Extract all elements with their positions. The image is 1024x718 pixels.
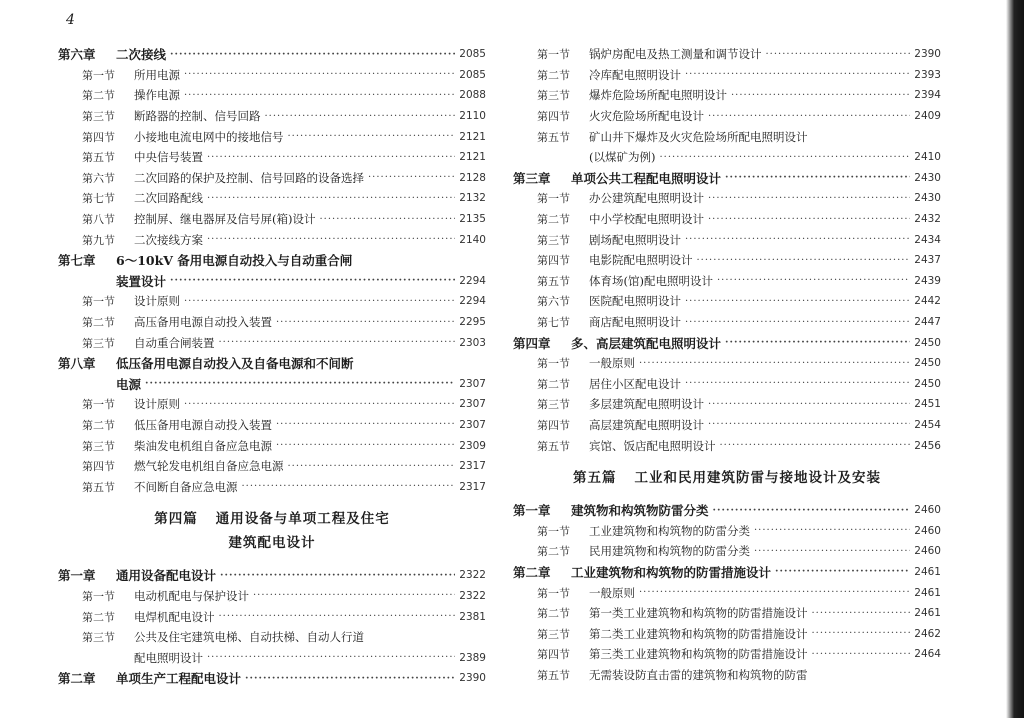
entry-label: 第六节 xyxy=(82,171,115,185)
entry-label: 第三节 xyxy=(82,110,115,124)
entry-page-number: 2140 xyxy=(459,233,486,246)
entry-page-number: 2307 xyxy=(459,418,486,431)
entry-label: 第四章 xyxy=(513,335,551,351)
dot-leader xyxy=(368,172,455,183)
toc-section-entry[interactable] xyxy=(58,147,486,168)
toc-section-entry[interactable] xyxy=(513,65,941,86)
entry-label: 第一节 xyxy=(82,295,115,309)
entry-page-number: 2434 xyxy=(914,233,941,246)
dot-leader xyxy=(708,419,910,430)
toc-chapter-entry[interactable] xyxy=(513,500,941,521)
dot-leader xyxy=(639,587,910,598)
entry-page-number: 2393 xyxy=(914,68,941,81)
entry-label: 第二节 xyxy=(537,545,570,559)
toc-chapter-entry[interactable] xyxy=(513,168,941,189)
dot-leader xyxy=(184,90,455,101)
entry-page-number: 2430 xyxy=(914,171,941,184)
toc-section-entry-cont[interactable] xyxy=(58,647,486,668)
entry-label: 第一节 xyxy=(537,192,570,206)
entry-page-number: 2450 xyxy=(914,377,941,390)
entry-title: 单项公共工程配电照明设计 xyxy=(571,170,722,186)
entry-label: 第一章 xyxy=(513,503,551,519)
entry-label: 第七节 xyxy=(82,192,115,206)
entry-page-number: 2085 xyxy=(459,68,486,81)
entry-page-number: 2132 xyxy=(459,192,486,205)
entry-page-number: 2450 xyxy=(914,357,941,370)
entry-page-number: 2454 xyxy=(914,418,941,431)
entry-title: 二次接线 xyxy=(116,47,167,63)
toc-section-entry[interactable] xyxy=(513,291,941,312)
entry-page-number: 2409 xyxy=(914,110,941,123)
entry-label: 第一节 xyxy=(537,48,570,62)
entry-label: 第一节 xyxy=(537,524,570,538)
entry-title: 电影院配电照明设计 xyxy=(589,253,693,268)
entry-page-number: 2294 xyxy=(459,274,486,287)
entry-title: 电动机配电与保护设计 xyxy=(134,588,249,603)
entry-title: 控制屏、继电器屏及信号屏(箱)设计 xyxy=(134,212,316,227)
toc-section-entry[interactable] xyxy=(513,271,941,292)
entry-title: 一般原则 xyxy=(589,356,635,371)
entry-title: 中小学校配电照明设计 xyxy=(589,212,704,227)
entry-page-number: 2442 xyxy=(914,295,941,308)
entry-title: 所用电源 xyxy=(134,67,180,82)
dot-leader xyxy=(812,628,911,639)
dot-leader xyxy=(685,234,910,245)
entry-label: 第二节 xyxy=(537,607,570,621)
entry-page-number: 2447 xyxy=(914,316,941,329)
entry-title: 自动重合闸装置 xyxy=(134,335,215,350)
entry-title: 通用设备配电设计 xyxy=(116,568,217,584)
toc-section-entry[interactable] xyxy=(58,476,486,497)
toc-section-entry[interactable] xyxy=(58,415,486,436)
entry-page-number: 2460 xyxy=(914,545,941,558)
entry-label: 第三节 xyxy=(82,439,115,453)
entry-label: 第四节 xyxy=(537,254,570,268)
entry-page-number: 2128 xyxy=(459,171,486,184)
entry-title: 设计原则 xyxy=(134,294,180,309)
entry-label: 第一节 xyxy=(537,357,570,371)
entry-page-number: 2381 xyxy=(459,610,486,623)
toc-chapter-entry[interactable] xyxy=(58,668,486,689)
dot-leader xyxy=(276,440,455,451)
entry-label: 第四节 xyxy=(537,418,570,432)
entry-title: 柴油发电机组自备应急电源 xyxy=(134,438,272,453)
entry-title: 燃气轮发电机组自备应急电源 xyxy=(134,459,284,474)
entry-label: 第四节 xyxy=(82,460,115,474)
toc-chapter-entry[interactable] xyxy=(513,332,941,353)
toc-section-entry[interactable] xyxy=(513,250,941,271)
dot-leader xyxy=(207,652,455,663)
entry-label: 第三节 xyxy=(82,631,115,645)
toc-section-entry[interactable] xyxy=(58,332,486,353)
toc-section-entry[interactable] xyxy=(513,644,941,665)
toc-section-entry[interactable] xyxy=(513,312,941,333)
toc-section-entry[interactable] xyxy=(58,312,486,333)
entry-page-number: 2303 xyxy=(459,336,486,349)
toc-section-entry[interactable] xyxy=(513,44,941,65)
entry-title: 低压备用电源自动投入装置 xyxy=(134,417,272,432)
part-label: 第四篇 xyxy=(154,511,198,528)
dot-leader xyxy=(708,214,910,225)
entry-title: 医院配电照明设计 xyxy=(589,294,681,309)
toc-chapter-entry[interactable] xyxy=(513,562,941,583)
entry-title: 建筑物和构筑物防雷分类 xyxy=(571,503,709,519)
dot-leader xyxy=(685,296,910,307)
dot-leader xyxy=(708,399,910,410)
dot-leader xyxy=(170,275,455,286)
entry-title: 设计原则 xyxy=(134,397,180,412)
entry-title: 高压备用电源自动投入装置 xyxy=(134,315,272,330)
toc-section-entry[interactable] xyxy=(513,623,941,644)
dot-leader xyxy=(812,608,911,619)
toc-part-heading[interactable] xyxy=(58,507,486,531)
toc-section-entry[interactable] xyxy=(513,353,941,374)
entry-label: 第九节 xyxy=(82,233,115,247)
entry-page-number: 2460 xyxy=(914,504,941,517)
entry-title: 多、高层建筑配电照明设计 xyxy=(571,335,722,351)
entry-title: 爆炸危险场所配电照明设计 xyxy=(589,88,727,103)
entry-title: 单项生产工程配电设计 xyxy=(116,671,242,687)
entry-label: 第一节 xyxy=(82,589,115,603)
entry-label: 第五节 xyxy=(82,151,115,165)
toc-section-entry[interactable] xyxy=(58,209,486,230)
toc-section-entry[interactable] xyxy=(58,168,486,189)
entry-title: 剧场配电照明设计 xyxy=(589,232,681,247)
toc-section-entry[interactable] xyxy=(58,394,486,415)
entry-page-number: 2110 xyxy=(459,110,486,123)
part-title: 通用设备与单项工程及住宅 xyxy=(215,511,390,528)
entry-page-number: 2432 xyxy=(914,213,941,226)
entry-label: 第一节 xyxy=(82,68,115,82)
entry-page-number: 2439 xyxy=(914,274,941,287)
dot-leader xyxy=(766,49,911,60)
entry-page-number: 2121 xyxy=(459,151,486,164)
entry-page-number: 2464 xyxy=(914,648,941,661)
toc-section-entry-cont[interactable] xyxy=(513,147,941,168)
toc-chapter-entry[interactable] xyxy=(58,44,486,65)
entry-title: 中央信号装置 xyxy=(134,150,203,165)
toc-section-entry[interactable] xyxy=(58,126,486,147)
entry-title: 第一类工业建筑物和构筑物的防雷措施设计 xyxy=(589,606,808,621)
entry-title: 小接地电流电网中的接地信号 xyxy=(134,129,284,144)
toc-section-entry[interactable] xyxy=(58,85,486,106)
entry-label: 第三节 xyxy=(537,89,570,103)
toc-section-entry[interactable] xyxy=(58,188,486,209)
dot-leader xyxy=(708,193,910,204)
entry-label: 第五节 xyxy=(537,439,570,453)
entry-label: 第四节 xyxy=(537,110,570,124)
toc-chapter-entry-cont[interactable] xyxy=(58,374,486,395)
toc-chapter-entry[interactable] xyxy=(58,250,486,271)
toc-section-entry[interactable] xyxy=(513,85,941,106)
entry-page-number: 2317 xyxy=(459,460,486,473)
entry-title: 断路器的控制、信号回路 xyxy=(134,109,261,124)
dot-leader xyxy=(685,378,910,389)
entry-title: 不间断自备应急电源 xyxy=(134,479,238,494)
entry-page-number: 2461 xyxy=(914,586,941,599)
toc-chapter-entry[interactable] xyxy=(58,353,486,374)
entry-page-number: 2410 xyxy=(914,151,941,164)
entry-title: 一般原则 xyxy=(589,585,635,600)
entry-title: 办公建筑配电照明设计 xyxy=(589,191,704,206)
entry-title: 二次回路配线 xyxy=(134,191,203,206)
dot-leader xyxy=(184,296,455,307)
entry-label: 第八节 xyxy=(82,213,115,227)
entry-page-number: 2390 xyxy=(914,48,941,61)
dot-leader xyxy=(184,69,455,80)
entry-page-number: 2294 xyxy=(459,295,486,308)
toc-part-heading-cont[interactable] xyxy=(58,531,486,555)
entry-page-number: 2461 xyxy=(914,607,941,620)
toc-section-entry[interactable] xyxy=(58,291,486,312)
toc-section-entry[interactable] xyxy=(513,603,941,624)
entry-label: 第五节 xyxy=(82,480,115,494)
entry-label: 第四节 xyxy=(537,648,570,662)
toc-section-entry[interactable] xyxy=(513,374,941,395)
entry-label: 第七节 xyxy=(537,316,570,330)
part-title: 工业和民用建筑防雷与接地设计及安装 xyxy=(634,469,881,486)
dot-leader xyxy=(725,337,910,348)
toc-section-entry[interactable] xyxy=(513,582,941,603)
dot-leader xyxy=(219,611,456,622)
toc-section-entry[interactable] xyxy=(513,541,941,562)
entry-title: 第三类工业建筑物和构筑物的防雷措施设计 xyxy=(589,647,808,662)
entry-title: 居住小区配电设计 xyxy=(589,376,681,391)
entry-page-number: 2317 xyxy=(459,480,486,493)
dot-leader xyxy=(725,172,910,183)
entry-title: 无需装设防直击雷的建筑物和构筑物的防雷 xyxy=(589,667,808,682)
entry-label: 第二节 xyxy=(537,377,570,391)
toc-section-entry[interactable] xyxy=(513,665,941,686)
entry-page-number: 2085 xyxy=(459,48,486,61)
toc-chapter-entry[interactable] xyxy=(58,565,486,586)
dot-leader xyxy=(288,461,456,472)
entry-label: 第五节 xyxy=(537,130,570,144)
toc-section-entry[interactable] xyxy=(513,229,941,250)
entry-label: 第五节 xyxy=(537,668,570,682)
entry-title: 矿山井下爆炸及火灾危险场所配电照明设计 xyxy=(589,129,808,144)
dot-leader xyxy=(775,566,910,577)
entry-title: 6～10kV 备用电源自动投入与自动重合闸 xyxy=(116,253,353,269)
dot-leader xyxy=(685,69,910,80)
dot-leader xyxy=(685,317,910,328)
entry-label: 第二节 xyxy=(82,316,115,330)
entry-title: 商店配电照明设计 xyxy=(589,315,681,330)
toc-chapter-entry-cont[interactable] xyxy=(58,271,486,292)
dot-leader xyxy=(170,49,455,60)
toc-section-entry[interactable] xyxy=(58,586,486,607)
entry-title: 二次接线方案 xyxy=(134,232,203,247)
entry-label: 第三节 xyxy=(537,627,570,641)
entry-title: 体育场(馆)配电照明设计 xyxy=(589,273,713,288)
dot-leader xyxy=(697,255,911,266)
entry-label: 第三节 xyxy=(537,233,570,247)
toc-section-entry[interactable] xyxy=(513,106,941,127)
entry-label: 第四节 xyxy=(82,130,115,144)
entry-title: 配电照明设计 xyxy=(134,650,203,665)
dot-leader xyxy=(145,378,455,389)
entry-page-number: 2390 xyxy=(459,672,486,685)
dot-leader xyxy=(253,590,455,601)
toc-section-entry[interactable] xyxy=(58,627,486,648)
entry-title: 高层建筑配电照明设计 xyxy=(589,417,704,432)
toc-left-column xyxy=(58,44,486,689)
entry-label: 第五节 xyxy=(537,274,570,288)
toc-section-entry[interactable] xyxy=(58,229,486,250)
dot-leader xyxy=(754,546,910,557)
toc-section-entry[interactable] xyxy=(513,188,941,209)
page-number: 4 xyxy=(66,12,75,28)
toc-section-entry[interactable] xyxy=(513,394,941,415)
toc-part-heading[interactable] xyxy=(513,466,941,490)
dot-leader xyxy=(276,419,455,430)
entry-page-number: 2135 xyxy=(459,213,486,226)
entry-title: 民用建筑物和构筑物的防雷分类 xyxy=(589,544,750,559)
toc-section-entry[interactable] xyxy=(513,415,941,436)
part-title: 建筑配电设计 xyxy=(228,535,316,552)
dot-leader xyxy=(720,440,911,451)
entry-page-number: 2121 xyxy=(459,130,486,143)
dot-leader xyxy=(717,275,910,286)
entry-label: 第二章 xyxy=(513,564,551,580)
dot-leader xyxy=(276,317,455,328)
entry-page-number: 2437 xyxy=(914,254,941,267)
entry-title: 多层建筑配电照明设计 xyxy=(589,397,704,412)
dot-leader xyxy=(242,481,456,492)
entry-label: 第八章 xyxy=(58,356,96,372)
entry-label: 第二节 xyxy=(82,418,115,432)
toc-section-entry[interactable] xyxy=(58,606,486,627)
entry-page-number: 2394 xyxy=(914,89,941,102)
entry-title: 工业建筑物和构筑物的防雷分类 xyxy=(589,523,750,538)
entry-label: 第二章 xyxy=(58,671,96,687)
dot-leader xyxy=(265,111,456,122)
entry-title: (以煤矿为例) xyxy=(589,150,656,165)
entry-title: 操作电源 xyxy=(134,88,180,103)
entry-page-number: 2307 xyxy=(459,377,486,390)
entry-label: 第六章 xyxy=(58,47,96,63)
toc-section-entry[interactable] xyxy=(513,126,941,147)
entry-label: 第二节 xyxy=(82,610,115,624)
entry-title: 火灾危险场所配电设计 xyxy=(589,109,704,124)
dot-leader xyxy=(754,525,910,536)
entry-title: 宾馆、饭店配电照明设计 xyxy=(589,438,716,453)
entry-label: 第一节 xyxy=(82,398,115,412)
entry-label: 第二节 xyxy=(537,68,570,82)
dot-leader xyxy=(713,505,911,516)
entry-page-number: 2430 xyxy=(914,192,941,205)
dot-leader xyxy=(708,111,910,122)
entry-title: 电焊机配电设计 xyxy=(134,609,215,624)
entry-page-number: 2088 xyxy=(459,89,486,102)
entry-page-number: 2451 xyxy=(914,398,941,411)
dot-leader xyxy=(659,152,910,163)
toc-section-entry[interactable] xyxy=(513,209,941,230)
toc-section-entry[interactable] xyxy=(58,106,486,127)
toc-section-entry[interactable] xyxy=(58,65,486,86)
entry-title: 低压备用电源自动投入及自备电源和不间断 xyxy=(116,356,354,372)
entry-label: 第三节 xyxy=(82,336,115,350)
dot-leader xyxy=(288,131,456,142)
entry-label: 第二节 xyxy=(537,213,570,227)
toc-right-column xyxy=(513,44,941,685)
dot-leader xyxy=(184,399,455,410)
entry-label: 第三章 xyxy=(513,170,551,186)
dot-leader xyxy=(220,570,455,581)
entry-title: 电源 xyxy=(116,376,142,392)
entry-title: 公共及住宅建筑电梯、自动扶梯、自动人行道 xyxy=(134,630,364,645)
entry-label: 第三节 xyxy=(537,398,570,412)
toc-section-entry[interactable] xyxy=(58,435,486,456)
toc-section-entry[interactable] xyxy=(513,435,941,456)
entry-page-number: 2461 xyxy=(914,565,941,578)
entry-label: 第七章 xyxy=(58,253,96,269)
entry-title: 工业建筑物和构筑物的防雷措施设计 xyxy=(571,564,772,580)
entry-page-number: 2450 xyxy=(914,336,941,349)
entry-title: 装置设计 xyxy=(116,273,167,289)
toc-section-entry[interactable] xyxy=(58,456,486,477)
entry-title: 冷库配电照明设计 xyxy=(589,67,681,82)
entry-label: 第一章 xyxy=(58,568,96,584)
entry-page-number: 2322 xyxy=(459,569,486,582)
dot-leader xyxy=(207,234,455,245)
entry-page-number: 2389 xyxy=(459,651,486,664)
dot-leader xyxy=(207,152,455,163)
entry-title: 第二类工业建筑物和构筑物的防雷措施设计 xyxy=(589,626,808,641)
entry-page-number: 2456 xyxy=(914,439,941,452)
dot-leader xyxy=(731,90,910,101)
dot-leader xyxy=(319,214,455,225)
dot-leader xyxy=(219,337,456,348)
entry-page-number: 2295 xyxy=(459,316,486,329)
entry-label: 第一节 xyxy=(537,586,570,600)
entry-title: 锅炉房配电及热工测量和调节设计 xyxy=(589,47,762,62)
page-binding-edge xyxy=(1006,0,1024,718)
dot-leader xyxy=(245,673,455,684)
entry-title: 二次回路的保护及控制、信号回路的设备选择 xyxy=(134,170,364,185)
entry-page-number: 2309 xyxy=(459,439,486,452)
dot-leader xyxy=(207,193,455,204)
entry-label: 第六节 xyxy=(537,295,570,309)
entry-label: 第二节 xyxy=(82,89,115,103)
entry-page-number: 2462 xyxy=(914,627,941,640)
part-label: 第五篇 xyxy=(573,469,617,486)
entry-page-number: 2307 xyxy=(459,398,486,411)
dot-leader xyxy=(639,358,910,369)
dot-leader xyxy=(812,649,911,660)
entry-page-number: 2460 xyxy=(914,524,941,537)
toc-section-entry[interactable] xyxy=(513,520,941,541)
entry-page-number: 2322 xyxy=(459,589,486,602)
